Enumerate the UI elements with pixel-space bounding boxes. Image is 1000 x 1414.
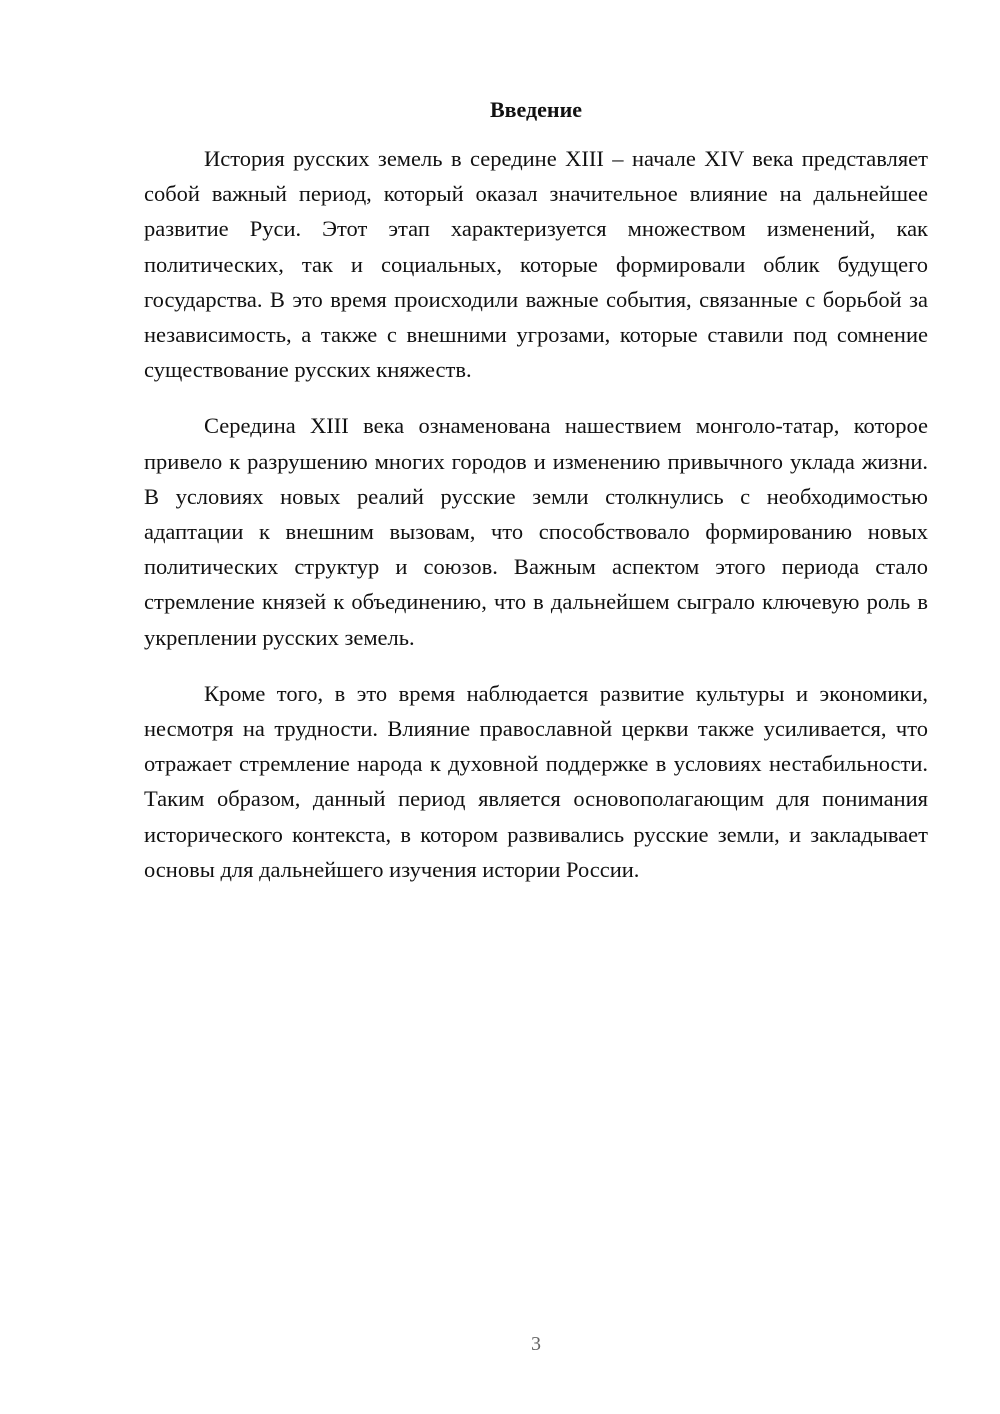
paragraph-3: Кроме того, в это время наблюдается развитие культуры и экономики, несмотря на трудности. Влияние православной церкви также усиливается, что отражает стремление народа к духовной поддержке в условиях нестабильности. Таким образом, данный период является основополагающим для понимания исторического контекста, в котором развивались русские земли, и закладывает основы для дальнейшего изучения истории России. — [144, 680, 928, 882]
document-body — [144, 141, 928, 908]
paragraph-1: История русских земель в середине XIII – начале XIV века представляет собой важный период, который оказал значительное влияние на дальнейшее развитие Руси. Этот этап характеризуется множеством изменений, как политических, так и социальных, которые формировали облик будущего государства. В это время происходили важные события, связанные с борьбой за независимость, а также с внешними угрозами, которые ставили под сомнение существование русских княжеств. — [144, 146, 928, 383]
paragraph-2: Середина XIII века ознаменована нашествием монголо-татар, которое привело к разрушению многих городов и изменению привычного уклада жизни. В условиях новых реалий русские земли столкнулись с необходимостью адаптации к внешним вызовам, что способствовало формированию новых политических структур и союзов. Важным аспектом этого периода стало стремление князей к объединению, что в дальнейшем сыграло ключевую роль в укреплении русских земель. — [144, 413, 928, 650]
page-number: 3 — [531, 1333, 541, 1355]
page-title: Введение — [489, 97, 583, 122]
